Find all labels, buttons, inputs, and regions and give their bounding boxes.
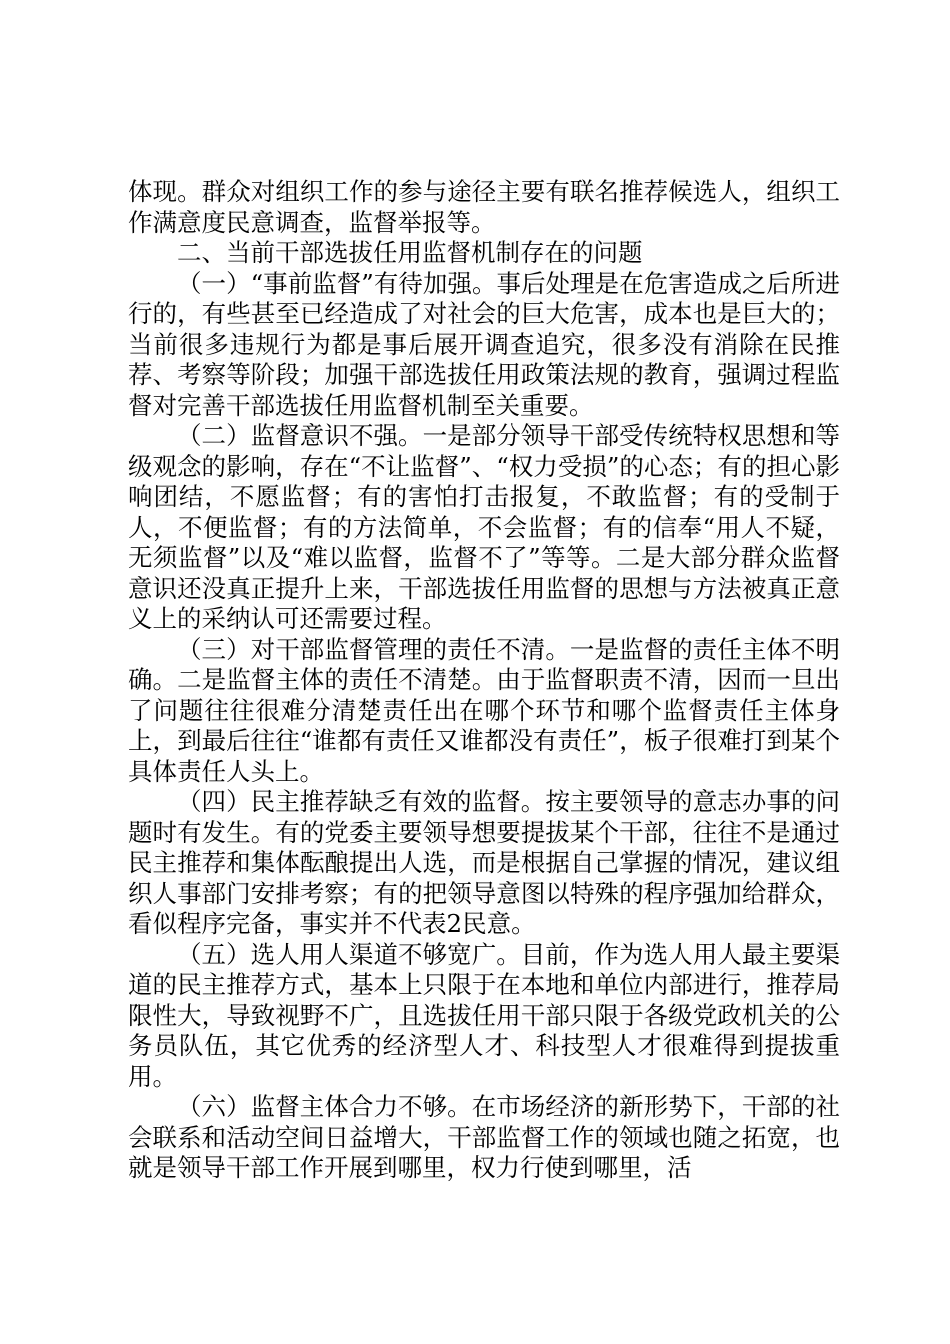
paragraph-item-4: （四）民主推荐缺乏有效的监督。按主要领导的意志办事的问题时有发生。有的党委主要领导想要提拔某个干部，往往不是通过民主推荐和集体酝酿提出人选，而是根据自己掌握的情况，建议组织人事部门安排考察；有的把领导意图以特殊的程序强加给群众，看似程序完备，事实并不代表2民意。 — [128, 787, 840, 938]
paragraph-item-1: （一）“事前监督”有待加强。事后处理是在危害造成之后所进行的，有些甚至已经造成了对社会的巨大危害，成本也是巨大的；当前很多违规行为都是事后展开调查追究，很多没有消除在民推荐、考察等阶段；加强干部选拔任用政策法规的教育，强调过程监督对完善干部选拔任用监督机制至关重要。 — [128, 268, 840, 420]
paragraph-item-5: （五）选人用人渠道不够宽广。目前，作为选人用人最主要渠道的民主推荐方式，基本上只限于在本地和单位内部进行，推荐局限性大，导致视野不广，且选拔任用干部只限于各级党政机关的公务员队伍，其它优秀的经济型人才、科技型人才很难得到提拔重用。 — [128, 939, 840, 1091]
paragraph-item-6: （六）监督主体合力不够。在市场经济的新形势下，干部的社会联系和活动空间日益增大，干部监督工作的领域也随之拓宽，也就是领导干部工作开展到哪里，权力行使到哪里，活 — [128, 1092, 840, 1182]
document-body — [128, 177, 840, 1184]
paragraph-item-2: （二）监督意识不强。一是部分领导干部受传统特权思想和等级观念的影响，存在“不让监督”、“权力受损”的心态；有的担心影响团结，不愿监督；有的害怕打击报复，不敢监督；有的受制于人，不便监督；有的方法简单，不会监督；有的信奉“用人不疑，无须监督”以及“难以监督，监督不了”等等。二是大部分群众监督意识还没真正提升上来，干部选拔任用监督的思想与方法被真正意义上的采纳认可还需要过程。 — [128, 421, 840, 633]
paragraph-item-3: （三）对干部监督管理的责任不清。一是监督的责任主体不明确。二是监督主体的责任不清楚。由于监督职责不清，因而一旦出了问题往往很难分清楚责任出在哪个环节和哪个监督责任主体身上，到最后往往“谁都有责任又谁都没有责任”，板子很难打到某个具体责任人头上。 — [128, 634, 840, 786]
paragraph-continuation: 体现。群众对组织工作的参与途径主要有联名推荐候选人，组织工作满意度民意调查，监督举报等。 — [128, 177, 840, 237]
section-heading: 二、当前干部选拔任用监督机制存在的问题 — [177, 238, 643, 267]
